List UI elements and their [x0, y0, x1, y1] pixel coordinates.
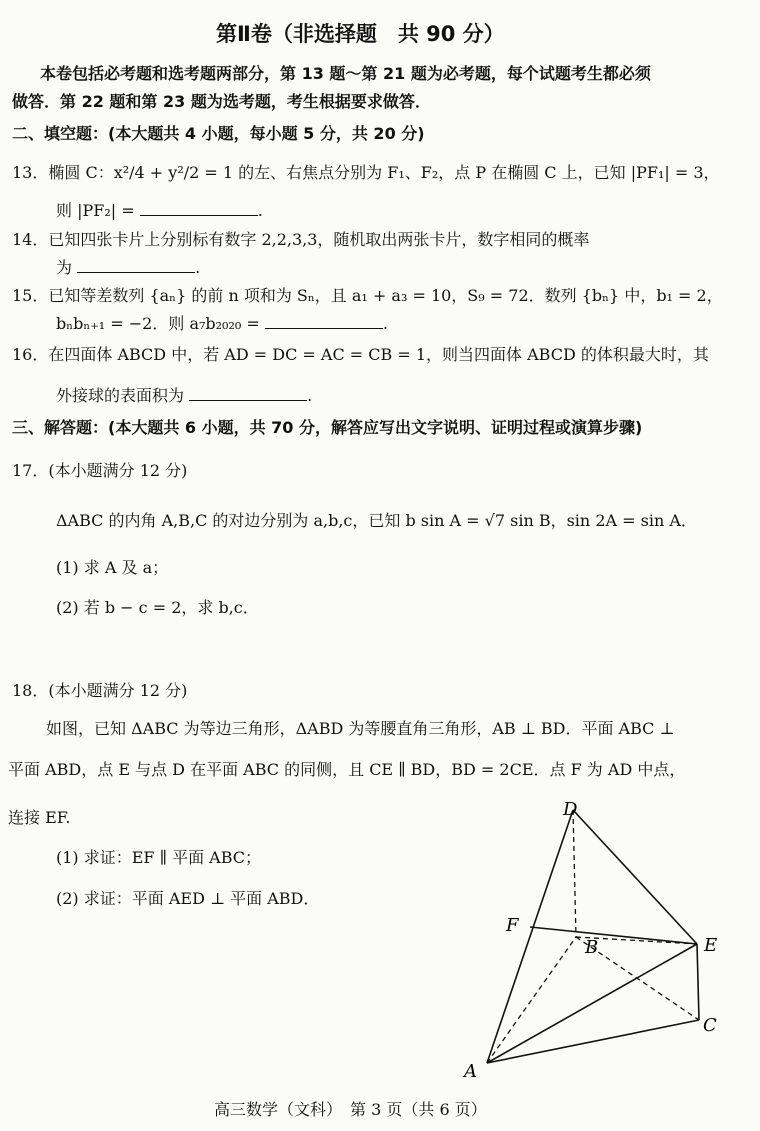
question-15-line-1: 15．已知等差数列 {aₙ} 的前 n 项和为 Sₙ，且 a₁ + a₃ = 10，S₉ = 72．数列 {bₙ} 中，b₁ = 2， [12, 286, 723, 305]
question-14-line-2: 为 . [56, 258, 201, 277]
edge-DB-hidden [573, 810, 576, 937]
edge-AC [487, 1020, 699, 1063]
page-footer: 高三数学（文科） 第 3 页（共 6 页） [214, 1100, 487, 1119]
question-17-header: 17．(本小题满分 12 分) [12, 461, 188, 480]
intro-line-2: 做答．第 22 题和第 23 题为选考题，考生根据要求做答． [12, 92, 431, 111]
question-18-line-3: 连接 EF. [8, 808, 71, 827]
label-C: C [703, 1015, 717, 1036]
question-15-line-2: bₙbₙ₊₁ = −2．则 a₇b₂₀₂₀ = . [56, 314, 388, 333]
question-16-line-2: 外接球的表面积为 . [56, 386, 313, 405]
question-16-line-1: 16．在四面体 ABCD 中，若 AD = DC = AC = CB = 1，则当四面体 ABCD 的体积最大时，其 [12, 345, 709, 364]
label-A: A [464, 1061, 477, 1082]
edge-EC [697, 944, 699, 1020]
intro-line-1: 本卷包括必考题和选考题两部分，第 13 题～第 21 题为必考题，每个试题考生都必须 [40, 64, 651, 83]
page-title: 第Ⅱ卷（非选择题 共 90 分） [216, 22, 505, 46]
answer-blank-15 [265, 314, 383, 329]
question-13-line-2: 则 |PF₂| = . [56, 201, 263, 220]
question-17-part-2: (2) 若 b − c = 2，求 b,c． [56, 598, 259, 617]
question-18-part-1: (1) 求证：EF ∥ 平面 ABC； [56, 848, 262, 867]
section-answer-heading: 三、解答题：(本大题共 6 小题，共 70 分，解答应写出文字说明、证明过程或演算步骤) [12, 418, 643, 437]
edge-AB-hidden [487, 937, 576, 1063]
geometry-figure [460, 795, 730, 1095]
edge-FE [530, 927, 697, 944]
question-13-line-1: 13．椭圆 C：x²/4 + y²/2 = 1 的左、右焦点分别为 F₁、F₂，点 P 在椭圆 C 上，已知 |PF₁| = 3， [12, 163, 720, 182]
question-17-stem: ΔABC 的内角 A,B,C 的对边分别为 a,b,c，已知 b sin A = √7 sin B，sin 2A = sin A． [56, 511, 697, 530]
question-18-part-2: (2) 求证：平面 AED ⊥ 平面 ABD． [56, 889, 320, 908]
label-E: E [704, 935, 718, 956]
question-13-line-2-text: 则 |PF₂| = [56, 201, 135, 220]
answer-blank-14 [77, 258, 195, 273]
label-B: B [585, 937, 599, 958]
question-15-line-2-text: bₙbₙ₊₁ = −2．则 a₇b₂₀₂₀ = [56, 314, 260, 333]
question-18-line-1: 如图，已知 ΔABC 为等边三角形，ΔABD 为等腰直角三角形，AB ⊥ BD．平面 ABC ⊥ [46, 719, 675, 738]
answer-blank-13 [140, 201, 258, 216]
section-fill-in-heading: 二、填空题：(本大题共 4 小题，每小题 5 分，共 20 分) [12, 124, 425, 143]
question-18-line-2: 平面 ABD，点 E 与点 D 在平面 ABC 的同侧，且 CE ∥ BD，BD = 2CE．点 F 为 AD 中点， [8, 760, 686, 779]
label-D: D [563, 799, 578, 820]
question-17-part-1: (1) 求 A 及 a； [56, 558, 169, 577]
question-18-header: 18．(本小题满分 12 分) [12, 681, 188, 700]
question-14-line-1: 14．已知四张卡片上分别标有数字 2,2,3,3，随机取出两张卡片，数字相同的概率 [12, 230, 590, 249]
question-14-line-2-text: 为 [56, 258, 73, 277]
label-F: F [506, 915, 519, 936]
edge-AE [487, 944, 697, 1063]
question-16-line-2-text: 外接球的表面积为 [56, 386, 185, 405]
edge-DE [573, 810, 697, 944]
edge-DA [487, 810, 573, 1063]
answer-blank-16 [189, 386, 307, 401]
